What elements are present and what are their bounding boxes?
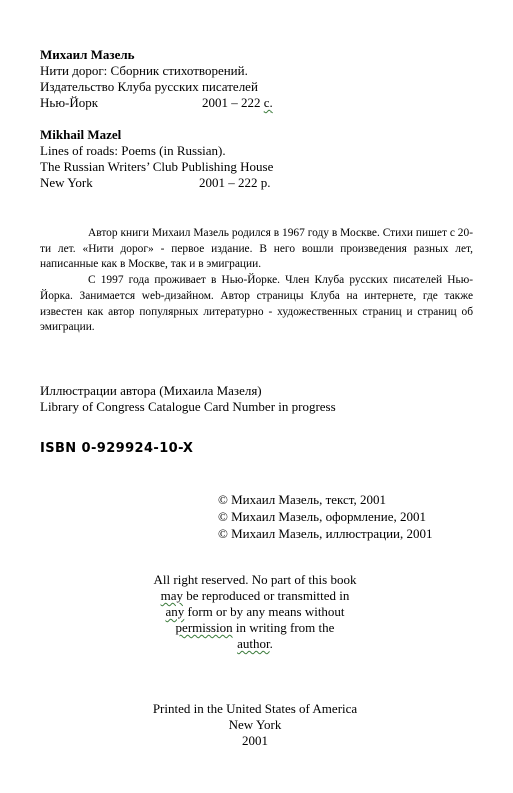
rights-line-text: . — [269, 636, 273, 651]
isbn: ISBN 0-929924-10-X — [40, 441, 194, 456]
russian-pages-suffix: с. — [263, 95, 273, 110]
printed-city: New York — [228, 717, 282, 732]
rights-notice — [130, 572, 380, 652]
annotation-paragraph: Автор книги Михаил Мазель родился в 1967 году в Москве. Стихи пишет с 20-ти лет. «Нити дорог» - первое издание. В него вошли произведения разных лет, написанные как в Москве, так и в эмиграции. — [40, 227, 473, 271]
printed-in-block — [130, 701, 380, 749]
russian-publisher: Издательство Клуба русских писателей — [40, 79, 258, 94]
rights-line-text: be reproduced or transmitted in — [182, 588, 350, 603]
copyright-line: © Михаил Мазель, текст, 2001 — [218, 492, 387, 507]
russian-title-line: Нити дорог: Сборник стихотворений. — [40, 63, 248, 78]
library-of-congress-note: Library of Congress Catalogue Card Number in progress — [40, 399, 336, 414]
english-bibliographic-entry — [40, 127, 273, 191]
rights-underlined-word: may — [160, 588, 183, 603]
rights-line — [130, 588, 380, 604]
russian-imprint-line — [40, 95, 273, 111]
rights-line-text: form or by any means without — [184, 604, 345, 619]
annotation-paragraph: С 1997 года проживает в Нью-Йорке. Член Клуба русских писателей Нью-Йорка. Занимается web-дизайном. Автор страницы Клуба на интернете, где также известен как автор популярных литературно - художественных страниц и страниц об эмиграции. — [40, 274, 473, 334]
copyright-line: © Михаил Мазель, иллюстрации, 2001 — [218, 526, 433, 541]
printed-year: 2001 — [242, 733, 268, 748]
illustrations-credit: Иллюстрации автора (Михаила Мазеля) — [40, 383, 262, 398]
rights-line: All right reserved. No part of this book — [153, 572, 357, 587]
rights-underlined-word: author — [237, 636, 270, 651]
copyright-line: © Михаил Мазель, оформление, 2001 — [218, 509, 426, 524]
rights-line-text: in writing from the — [232, 620, 335, 635]
english-imprint-line — [40, 175, 273, 191]
russian-bibliographic-entry — [40, 47, 273, 111]
russian-place: Нью-Йорк — [40, 95, 99, 110]
rights-line — [130, 636, 380, 652]
english-title-line: Lines of roads: Poems (in Russian). — [40, 143, 226, 158]
copyright-block — [218, 491, 432, 542]
rights-underlined-word: any — [165, 604, 185, 619]
annotation — [40, 226, 473, 336]
rights-line — [130, 604, 380, 620]
russian-year-pages: 2001 – 222 — [202, 95, 261, 110]
rights-line — [130, 620, 380, 636]
english-publisher: The Russian Writers’ Club Publishing House — [40, 159, 274, 174]
printed-in-line: Printed in the United States of America — [152, 701, 358, 716]
russian-author: Михаил Мазель — [40, 47, 135, 62]
english-place: New York — [40, 175, 93, 190]
english-author: Mikhail Mazel — [40, 127, 122, 142]
rights-underlined-word: permission — [175, 620, 233, 635]
english-year-pages: 2001 – 222 p. — [199, 175, 271, 190]
illustrations-credit-block — [40, 383, 336, 415]
